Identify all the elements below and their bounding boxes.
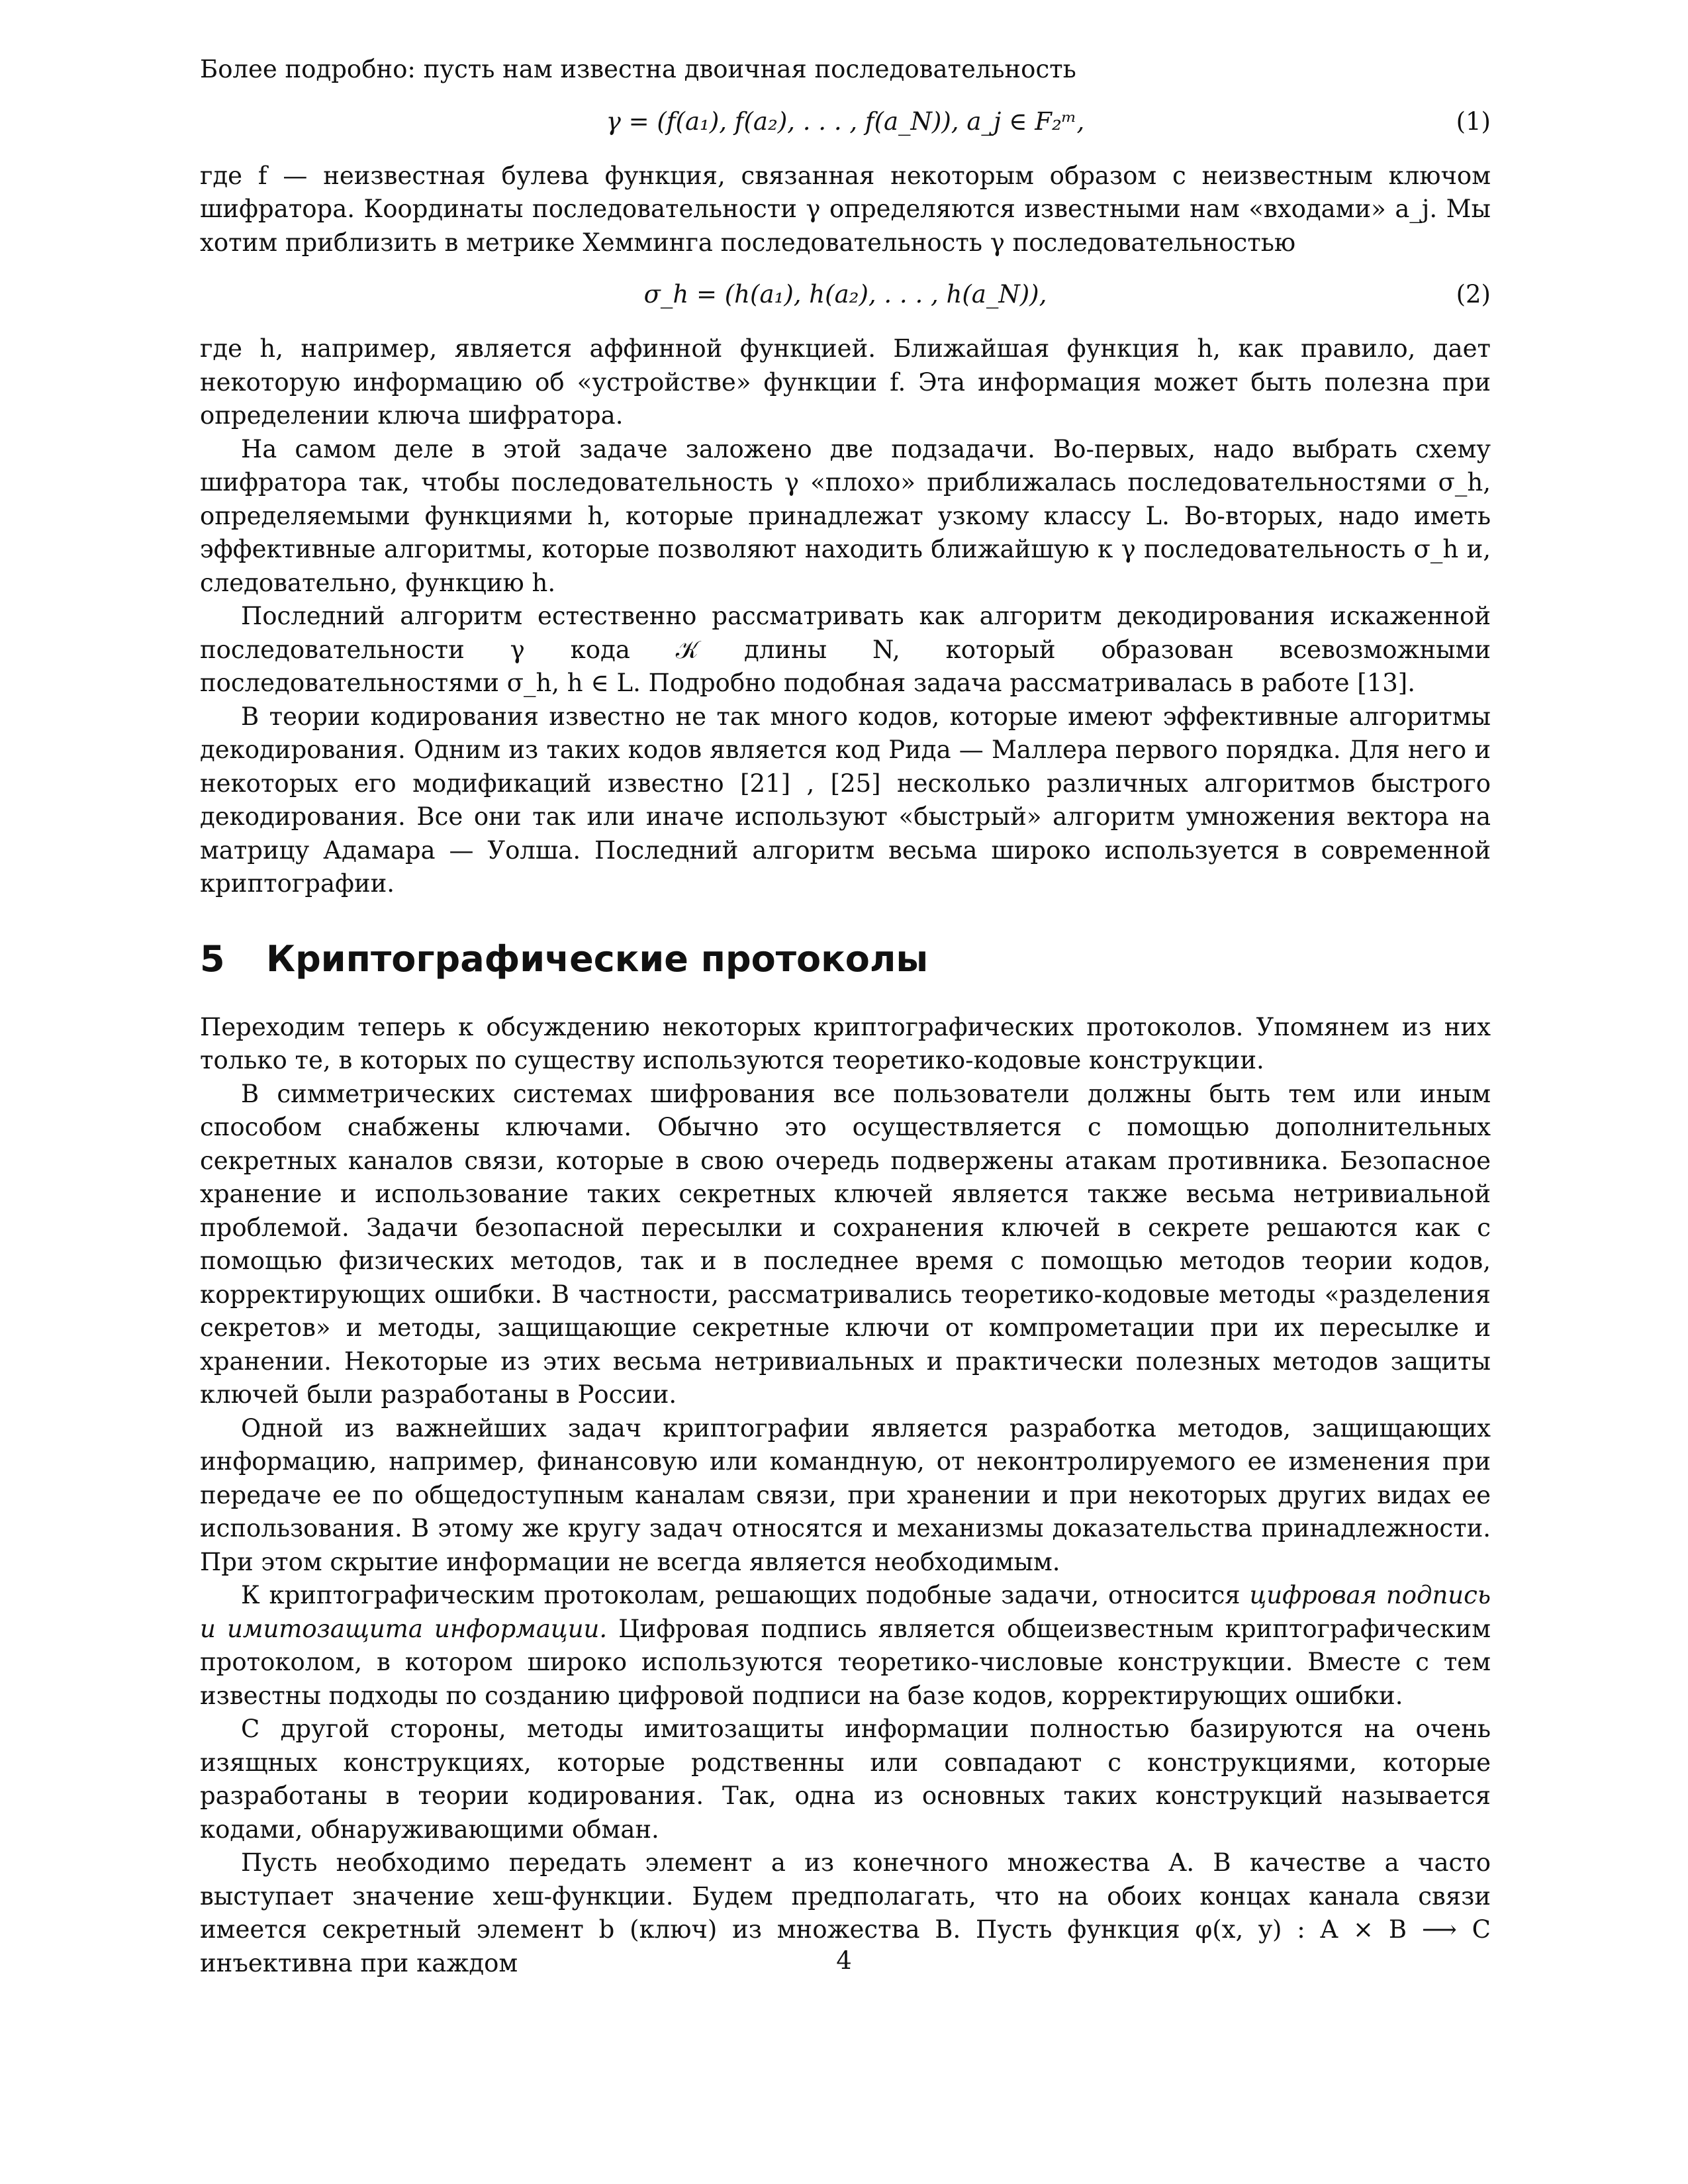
signature-emphasis: цифровая подпись и имитозащита информации. [200,1581,1491,1643]
section-heading [200,939,1491,979]
paragraph-important: Одной из важнейших задач криптографии является разработка методов, защищающих информацию, например, финансовую или командную, от неконтролируемого ее изменения при передаче ее по общедоступным каналам связи, при хранении и при некоторых других видах ее использования. В этому же кругу задач относятся и механизмы доказательства принадлежности. При этом скрытие информации не всегда является необходимым. [200,1413,1491,1576]
equation-1 [200,105,1491,138]
equation-2-formula: σ_h = (h(a₁), h(a₂), . . . , h(a_N)), [643,280,1047,309]
equation-2-number: (2) [1456,280,1491,309]
paragraph-subtasks: На самом деле в этой задаче заложено две подзадачи. Во-первых, надо выбрать схему шифратора так, чтобы последовательность γ «плохо» приближалась последовательностями σ_h, определяемыми функциями h, которые принадлежат узкому классу L. Во-вторых, надо иметь эффективные алгоритмы, которые позволяют находить ближайшую к γ последовательность σ_h и, следовательно, функцию h. [200,434,1491,597]
paragraph-signature [200,1579,1491,1713]
section-number: 5 [200,937,225,980]
paragraph-symmetric: В симметрических системах шифрования все пользователи должны быть тем или иным способом снабжены ключами. Обычно это осуществляется с помощью дополнительных секретных каналов связи, которые в свою очередь подвержены атакам противника. Безопасное хранение и использование таких секретных ключей является также весьма нетривиальной проблемой. Задачи безопасной пересылки и сохранения ключей в секрете решаются как с помощью физических методов, так и в последнее время с помощью методов теории кодов, корректирующих ошибки. В частности, рассматривались теоретико-кодовые методы «разделения секретов» и методы, защищающие секретные ключи от компрометации при их пересылке и хранении. Некоторые из этих весьма нетривиальных и практически полезных методов защиты ключей были разработаны в России. [200,1079,1491,1409]
paragraph-after-eq1: где f — неизвестная булева функция, связанная некоторым образом с неизвестным ключом шифратора. Координаты последовательности γ определяются известными нам «входами» a_j. Мы хотим приблизить в метрике Хемминга последовательность γ последовательностью [200,161,1491,257]
signature-text-start: К криптографическим протоколам, решающих подобные задачи, относится [241,1581,1250,1609]
paragraph-intro: Более подробно: пусть нам известна двоичная последовательность [200,55,1076,83]
paragraph-after-eq2: где h, например, является аффинной функцией. Ближайшая функция h, как правило, дает некоторую информацию об «устройстве» функции f. Эта информация может быть полезна при определении ключа шифратора. [200,334,1491,430]
section-title: Криптографические протоколы [266,937,929,980]
paragraph-imitation: С другой стороны, методы имитозащиты информации полностью базируются на очень изящных конструкциях, которые родственны или совпадают с конструкциями, которые разработаны в теории кодирования. Так, одна из основных таких конструкций называется кодами, обнаруживающими обман. [200,1715,1491,1844]
paper-page [200,53,1491,1980]
equation-1-number: (1) [1456,107,1491,136]
equation-1-formula: γ = (f(a₁), f(a₂), . . . , f(a_N)), a_j ∈ F₂ᵐ, [606,107,1085,136]
paragraph-coding-theory: В теории кодирования известно не так много кодов, которые имеют эффективные алгоритмы декодирования. Одним из таких кодов является код Рида — Маллера первого порядка. Для него и некоторых его модификаций известно [21] , [25] несколько различных алгоритмов быстрого декодирования. Все они так или иначе используют «быстрый» алгоритм умножения вектора на матрицу Адамара — Уолша. Последний алгоритм весьма широко используется в современной криптографии. [200,702,1491,898]
equation-2 [200,278,1491,311]
page-number: 4 [836,1946,852,1975]
signature-text-end: Цифровая подпись является общеизвестным криптографическим протоколом, в котором широко используются теоретико-числовые конструкции. Вместе с тем известны подходы по созданию цифровой подписи на базе кодов, корректирующих ошибки. [200,1614,1491,1710]
paragraph-protocols-intro: Переходим теперь к обсуждению некоторых криптографических протоколов. Упомянем из них только те, в которых по существу используются теоретико-кодовые конструкции. [200,1012,1491,1074]
paragraph-element: Пусть необходимо передать элемент a из конечного множества A. В качестве a часто выступает значение хеш-функции. Будем предполагать, что на обоих концах канала связи имеется секретный элемент b (ключ) из множества B. Пусть функция φ(x, y) : A × B ⟶ C инъективна при каждом [200,1848,1491,1977]
paragraph-last-algorithm: Последний алгоритм естественно рассматривать как алгоритм декодирования искаженной последовательности γ кода 𝒦 длины N, который образован всевозможными последовательностями σ_h, h ∈ L. Подробно подобная задача рассматривалась в работе [13]. [200,602,1491,697]
